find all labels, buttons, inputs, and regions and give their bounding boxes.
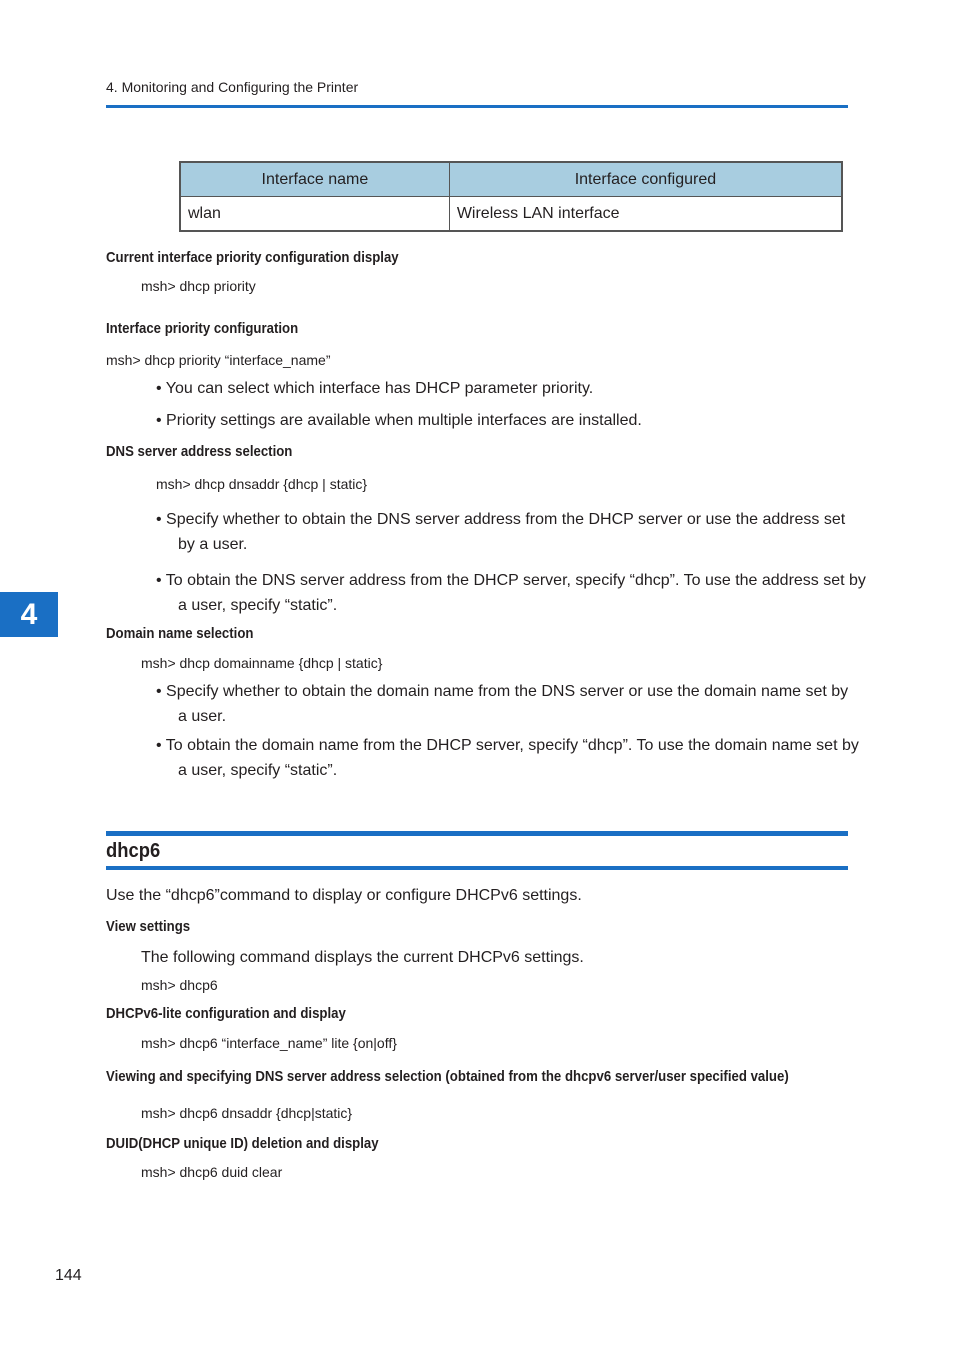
- header-rule: [106, 105, 848, 108]
- section-heading: Interface priority configuration: [106, 320, 299, 337]
- table-cell: Wireless LAN interface: [449, 197, 842, 232]
- section-heading: DNS server address selection: [106, 443, 293, 460]
- section-rule-top: [106, 831, 848, 836]
- interface-table: [179, 161, 843, 232]
- bullet-item: • You can select which interface has DHCP parameter priority.: [156, 380, 594, 397]
- bullet-item: [156, 733, 868, 783]
- bullet-item: [156, 679, 861, 729]
- intro-text: Use the “dhcp6”command to display or configure DHCPv6 settings.: [106, 887, 582, 904]
- command-text: msh> dhcp domainname {dhcp | static}: [141, 655, 383, 671]
- bullet-text: • Specify whether to obtain the DNS server address from the DHCP server or use the address set by a user.: [156, 511, 846, 553]
- section-heading: Viewing and specifying DNS server address selection (obtained from the dhcpv6 server/user specified value): [106, 1068, 789, 1085]
- table-header-cell: Interface configured: [449, 162, 842, 197]
- bullet-text: • Specify whether to obtain the domain name from the DNS server or use the domain name set by a user.: [156, 683, 849, 725]
- command-text: msh> dhcp priority “interface_name”: [106, 352, 331, 368]
- running-head: 4. Monitoring and Configuring the Printer: [106, 79, 359, 95]
- command-text: msh> dhcp6 dnsaddr {dhcp|static}: [141, 1105, 353, 1121]
- command-text: msh> dhcp6 “interface_name” lite {on|off}: [141, 1035, 397, 1051]
- bullet-text: • To obtain the DNS server address from the DHCP server, specify “dhcp”. To use the address set by a user, specify “static”.: [156, 572, 866, 614]
- bullet-item: [156, 507, 856, 557]
- section-heading: Domain name selection: [106, 625, 254, 642]
- table-header-row: [180, 162, 842, 197]
- command-text: msh> dhcp priority: [141, 278, 256, 294]
- section-title: dhcp6: [106, 840, 161, 862]
- section-rule-bottom: [106, 866, 848, 870]
- table-cell: wlan: [180, 197, 449, 232]
- table-row: [180, 197, 842, 232]
- bullet-text: • To obtain the domain name from the DHCP server, specify “dhcp”. To use the domain name set by a user, specify “static”.: [156, 737, 859, 779]
- section-heading: View settings: [106, 918, 191, 935]
- section-heading: DHCPv6-lite configuration and display: [106, 1005, 346, 1022]
- command-text: msh> dhcp6 duid clear: [141, 1164, 283, 1180]
- body-text: The following command displays the current DHCPv6 settings.: [141, 949, 584, 966]
- table-header-cell: Interface name: [180, 162, 449, 197]
- command-text: msh> dhcp dnsaddr {dhcp | static}: [156, 476, 368, 492]
- chapter-tab: 4: [0, 592, 58, 637]
- section-heading: Current interface priority configuration display: [106, 249, 399, 266]
- section-heading: DUID(DHCP unique ID) deletion and display: [106, 1135, 379, 1152]
- bullet-item: [156, 568, 876, 618]
- bullet-item: • Priority settings are available when multiple interfaces are installed.: [156, 412, 642, 429]
- command-text: msh> dhcp6: [141, 977, 218, 993]
- page-number: 144: [55, 1267, 82, 1284]
